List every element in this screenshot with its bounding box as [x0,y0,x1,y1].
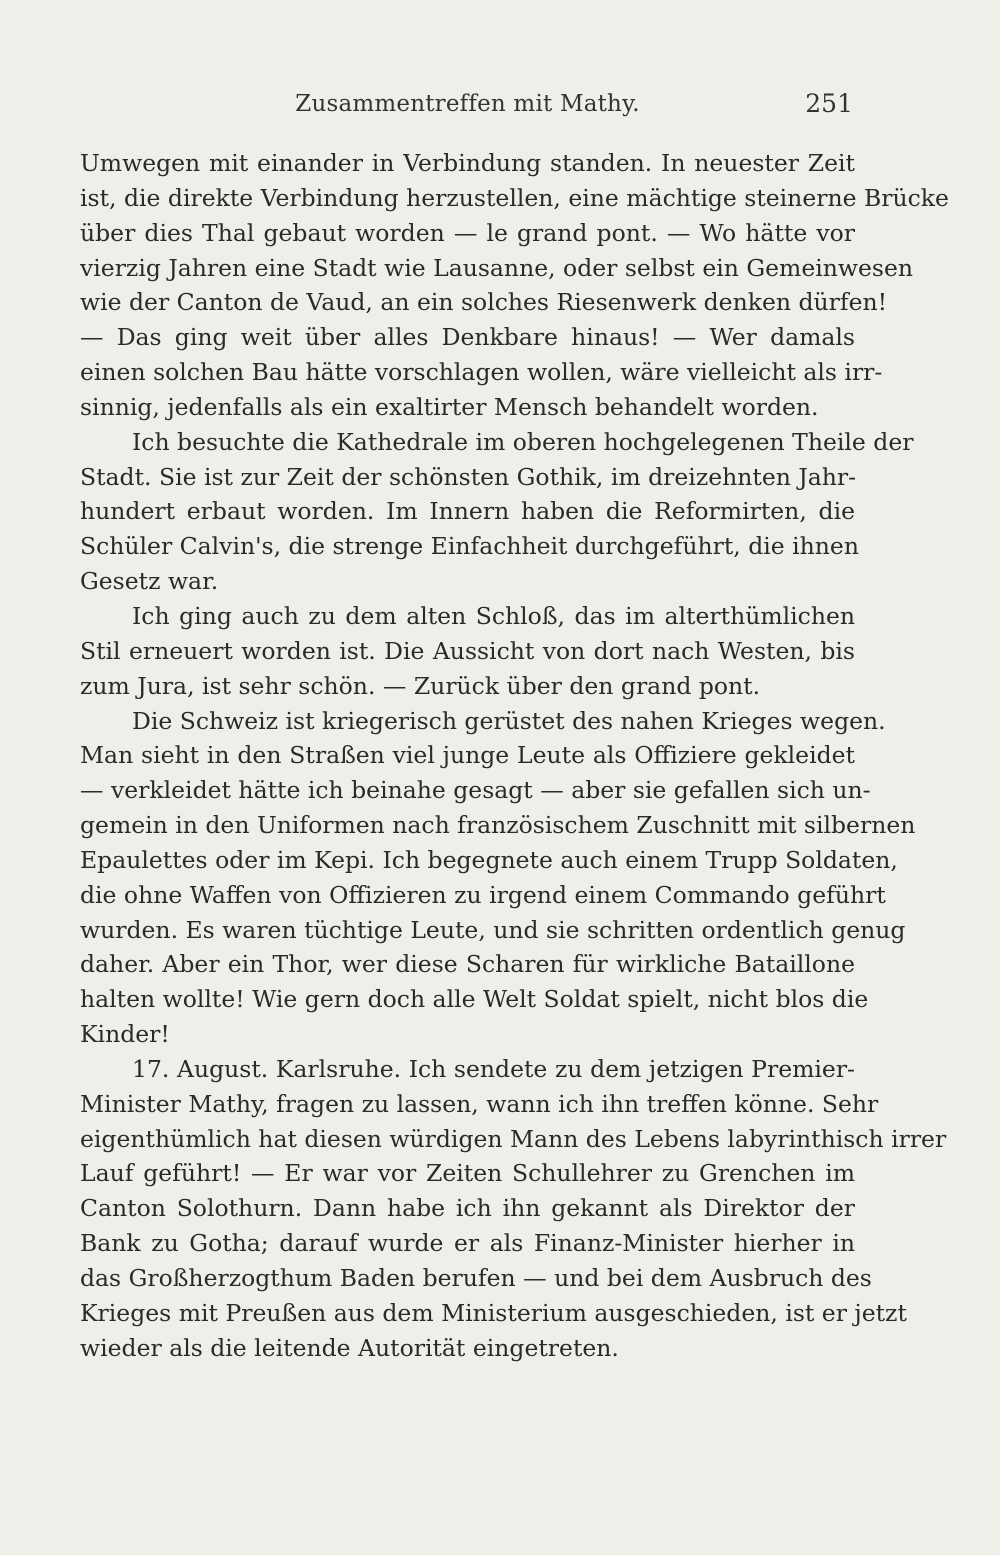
text-line: über dies Thal gebaut worden — le grand pont. — Wo hätte vor [80,218,855,247]
text-line: wurden. Es waren tüchtige Leute, und sie schritten ordentlich genug [80,915,906,944]
running-title: Zusammentreffen mit Mathy. [295,91,640,117]
text-line: Gesetz war. [80,567,219,596]
text-line: Ich ging auch zu dem alten Schloß, das im alterthümlichen [132,601,855,630]
text-line: einen solchen Bau hätte vorschlagen wollen, wäre vielleicht als irr- [80,358,883,387]
text-line: Krieges mit Preußen aus dem Ministerium ausgeschieden, ist er jetzt [80,1298,907,1327]
text-line: Lauf geführt! — Er war vor Zeiten Schullehrer zu Grenchen im [80,1159,855,1188]
text-line: wieder als die leitende Autorität eingetreten. [80,1333,619,1362]
text-line: — Das ging weit über alles Denkbare hinaus! — Wer damals [80,323,855,352]
text-line: Kinder! [80,1020,170,1049]
text-line: Minister Mathy, fragen zu lassen, wann ich ihn treffen könne. Sehr [80,1089,879,1118]
text-line: Man sieht in den Straßen viel junge Leute als Offiziere gekleidet [80,741,855,770]
text-line: eigenthümlich hat diesen würdigen Mann des Lebens labyrinthisch irrer [80,1124,947,1153]
text-line: Stil erneuert worden ist. Die Aussicht von dort nach Westen, bis [80,636,855,665]
text-line: Die Schweiz ist kriegerisch gerüstet des nahen Krieges wegen. [132,706,886,735]
text-line: vierzig Jahren eine Stadt wie Lausanne, oder selbst ein Gemeinwesen [80,253,914,282]
text-line: das Großherzogthum Baden berufen — und bei dem Ausbruch des [80,1264,872,1292]
text-line: Stadt. Sie ist zur Zeit der schönsten Gothik, im dreizehnten Jahr- [80,462,857,491]
text-line: zum Jura, ist sehr schön. — Zurück über den grand pont. [80,671,761,700]
page-number: 251 [805,89,853,118]
body-text [80,146,949,1366]
text-line: halten wollte! Wie gern doch alle Welt Soldat spielt, nicht blos die [80,985,869,1014]
text-line: die ohne Waffen von Offizieren zu irgend einem Commando geführt [80,880,886,909]
text-line: Schüler Calvin's, die strenge Einfachheit durchgeführt, die ihnen [80,532,859,561]
text-line: Bank zu Gotha; darauf wurde er als Finanz-Minister hierher in [80,1229,855,1258]
text-line: Canton Solothurn. Dann habe ich ihn gekannt als Direktor der [80,1194,855,1223]
text-line: Ich besuchte die Kathedrale im oberen hochgelegenen Theile der [132,427,914,456]
text-line: sinnig, jedenfalls als ein exaltirter Mensch behandelt worden. [80,392,819,421]
text-line: wie der Canton de Vaud, an ein solches Riesenwerk denken dürfen! [80,288,888,317]
text-line: — verkleidet hätte ich beinahe gesagt — aber sie gefallen sich un- [80,776,871,805]
text-line: Epaulettes oder im Kepi. Ich begegnete auch einem Trupp Soldaten, [80,845,898,874]
page-header [80,86,855,122]
text-line: gemein in den Uniformen nach französischem Zuschnitt mit silbernen [80,811,916,840]
text-line: hundert erbaut worden. Im Innern haben die Reformirten, die [80,497,855,526]
text-line: Umwegen mit einander in Verbindung standen. In neuester Zeit [80,149,855,177]
text-line: daher. Aber ein Thor, wer diese Scharen für wirkliche Bataillone [80,950,855,979]
text-line: ist, die direkte Verbindung herzustellen, eine mächtige steinerne Brücke [80,183,949,212]
text-line: 17. August. Karlsruhe. Ich sendete zu dem jetzigen Premier- [132,1054,855,1083]
